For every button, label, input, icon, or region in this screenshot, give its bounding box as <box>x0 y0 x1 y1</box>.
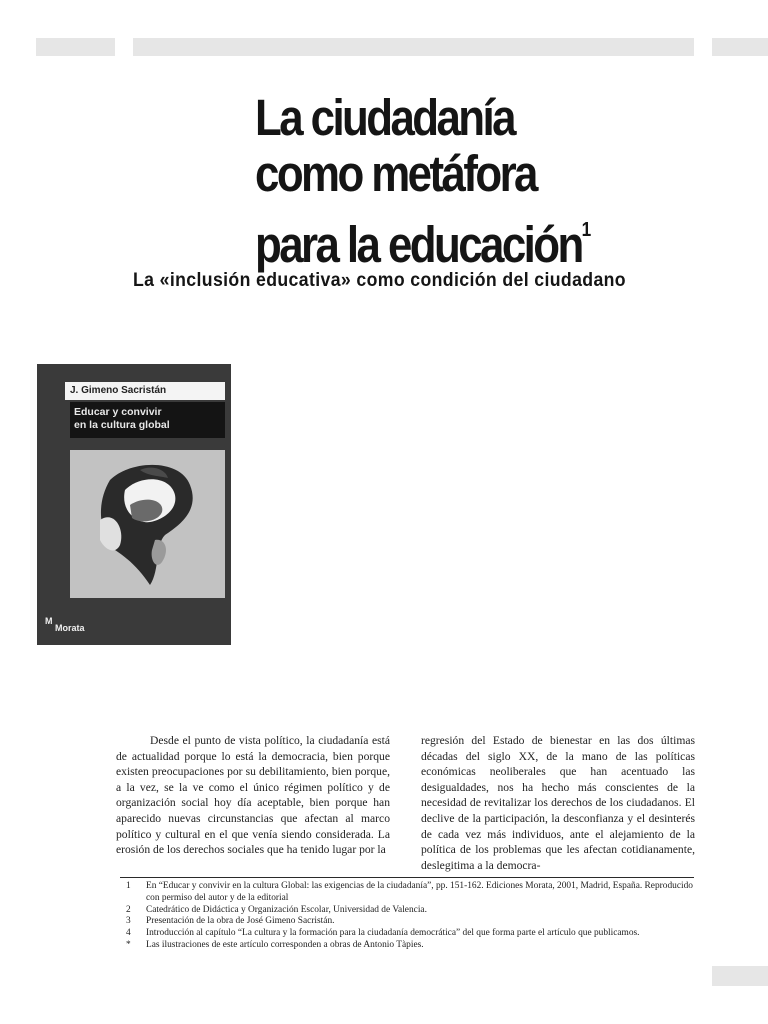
title-footnote-mark[interactable]: 1 <box>581 219 592 241</box>
abstract-painting-icon <box>70 450 225 598</box>
title-line-3-text: para la educación <box>255 216 582 273</box>
footnote-number: 3 <box>126 916 131 927</box>
footnote-number: 4 <box>126 928 131 939</box>
footer-bar-right <box>712 966 768 986</box>
book-cover-artwork <box>70 450 225 598</box>
header-bar-left <box>36 38 115 56</box>
book-cover-title-line-2: en la cultura global <box>74 419 170 431</box>
footnote-text: En “Educar y convivir en la cultura Global: las exigencias de la ciudadanía”, pp. 151-162. Ediciones Morata, 2001, Madrid, España. Reproducido con permiso del autor y de la editorial <box>146 881 693 903</box>
article-subtitle: La «inclusión educativa» como condición del ciudadano <box>133 270 626 291</box>
footnotes <box>126 881 701 952</box>
book-cover-title <box>70 402 225 438</box>
publisher-name: Morata <box>55 623 85 633</box>
header-bar-right <box>712 38 768 56</box>
footnote-text: Introducción al capítulo “La cultura y la formación para la ciudadanía democrática” del que forma parte el artículo que publicamos. <box>146 928 640 939</box>
footnote <box>126 881 701 905</box>
footnote-text: Presentación de la obra de José Gimeno Sacristán. <box>146 916 335 927</box>
article-title <box>255 90 659 273</box>
publisher-logo <box>45 610 195 638</box>
footnote <box>126 928 701 940</box>
title-line-3 <box>255 202 659 273</box>
body-paragraph-right: regresión del Estado de bienestar en las dos últimas décadas del siglo XX, de la mano de las políticas económicas neoliberales que han acentuado las desigualdades, nos ha hecho más conscientes de la necesidad de revitalizar los derechos de los ciudadanos. El declive de la participación, la desconfianza y el desinterés de cada vez más individuos, ante el alejamiento de la política de los problemas que les afectan cotidianamente, deslegitima a la democra- <box>421 734 695 872</box>
book-cover-author: J. Gimeno Sacristán <box>65 382 225 400</box>
book-cover-title-line-1: Educar y convivir <box>74 406 162 418</box>
footnote-text: Catedrático de Didáctica y Organización Escolar, Universidad de Valencia. <box>146 904 427 915</box>
footnote <box>126 940 701 952</box>
title-line-1: La ciudadanía <box>255 89 514 146</box>
footnote-number: 1 <box>126 881 131 891</box>
publisher-mark-icon: M <box>45 616 53 626</box>
book-cover-image <box>37 364 231 645</box>
footnote-text: Las ilustraciones de este artículo corresponden a obras de Antonio Tàpies. <box>146 939 424 950</box>
footnote <box>126 905 701 917</box>
footnote-number: * <box>126 939 131 950</box>
footnote <box>126 916 701 928</box>
footnote-number: 2 <box>126 904 131 915</box>
header-bar-center <box>133 38 694 56</box>
title-line-2: como metáfora <box>255 145 536 202</box>
body-column-right <box>421 733 695 873</box>
body-column-left <box>116 733 390 858</box>
footnote-divider <box>120 877 694 878</box>
body-paragraph-left: Desde el punto de vista político, la ciudadanía está de actualidad porque lo está la democracia, bien porque existen preocupaciones por su debilitamiento, bien porque, a la vez, se la ve como el único régimen político y de organización social hoy día aceptable, bien porque han aparecido nuevas circunstancias que afectan al marco político y cultural en el que venía siendo considerada. La erosión de los derechos sociales que ha tenido lugar por la <box>116 734 390 857</box>
